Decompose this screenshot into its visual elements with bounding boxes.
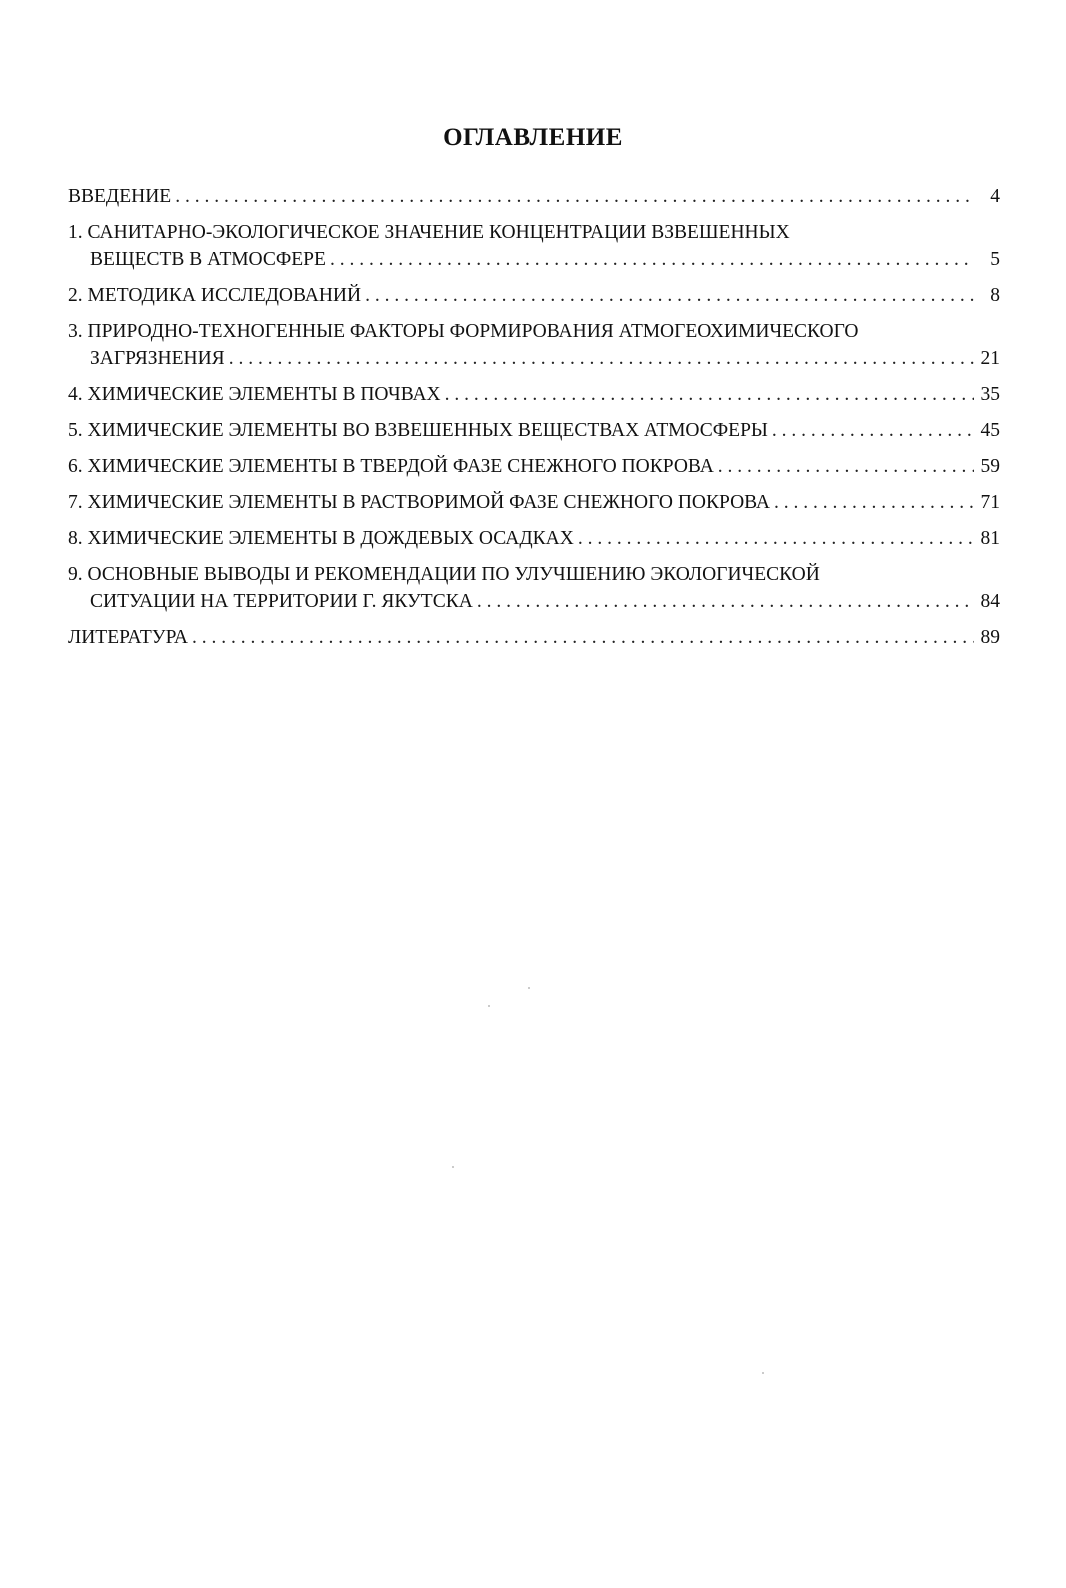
- toc-entry: [68, 525, 1000, 552]
- toc-entry: [68, 282, 1000, 309]
- toc-entry-line: [68, 525, 1000, 552]
- toc-page-number: 71: [980, 492, 1000, 513]
- toc-entry-line: [68, 624, 1000, 651]
- toc-page-number: 35: [980, 384, 1000, 405]
- toc-entry-line: [68, 345, 1000, 372]
- toc-entry: [68, 489, 1000, 516]
- dot-leader: [772, 417, 974, 444]
- toc-page-number: 81: [980, 528, 1000, 549]
- toc-entry-title: СИТУАЦИИ НА ТЕРРИТОРИИ Г. ЯКУТСКА: [90, 591, 473, 612]
- toc-page-number: 21: [980, 348, 1000, 369]
- dot-leader: [774, 489, 974, 516]
- toc-entry-title: 5. ХИМИЧЕСКИЕ ЭЛЕМЕНТЫ ВО ВЗВЕШЕННЫХ ВЕЩЕСТВАХ АТМОСФЕРЫ: [68, 420, 768, 441]
- toc-entry-title: ВЕЩЕСТВ В АТМОСФЕРЕ: [90, 249, 326, 270]
- toc-entry-line: [68, 183, 1000, 210]
- toc-entry: [68, 561, 1000, 615]
- toc-entry-line: [68, 246, 1000, 273]
- dot-leader: [175, 183, 974, 210]
- dot-leader: [718, 453, 974, 480]
- toc-entry: [68, 318, 1000, 372]
- toc-entry-line: [68, 417, 1000, 444]
- toc-entry-title-line: 9. ОСНОВНЫЕ ВЫВОДЫ И РЕКОМЕНДАЦИИ ПО УЛУЧШЕНИЮ ЭКОЛОГИЧЕСКОЙ: [68, 564, 820, 585]
- toc-page-number: 89: [980, 627, 1000, 648]
- dot-leader: [365, 282, 974, 309]
- toc-entry: [68, 381, 1000, 408]
- toc-entry: [68, 219, 1000, 273]
- table-of-contents: [68, 183, 1000, 651]
- toc-entry-title: ЗАГРЯЗНЕНИЯ: [90, 348, 225, 369]
- toc-entry-title: 6. ХИМИЧЕСКИЕ ЭЛЕМЕНТЫ В ТВЕРДОЙ ФАЗЕ СНЕЖНОГО ПОКРОВА: [68, 456, 714, 477]
- toc-entry: [68, 183, 1000, 210]
- toc-entry-title: 8. ХИМИЧЕСКИЕ ЭЛЕМЕНТЫ В ДОЖДЕВЫХ ОСАДКАХ: [68, 528, 574, 549]
- toc-page-number: 59: [980, 456, 1000, 477]
- dot-leader: [330, 246, 974, 273]
- toc-page-number: 5: [990, 249, 1000, 270]
- dot-leader: [445, 381, 974, 408]
- toc-entry: [68, 624, 1000, 651]
- toc-entry-line: [68, 453, 1000, 480]
- toc-page-number: 8: [990, 285, 1000, 306]
- toc-entry-title-line: 3. ПРИРОДНО-ТЕХНОГЕННЫЕ ФАКТОРЫ ФОРМИРОВАНИЯ АТМОГЕОХИМИЧЕСКОГО: [68, 321, 859, 342]
- dot-leader: [477, 588, 974, 615]
- toc-entry-title-line: 1. САНИТАРНО-ЭКОЛОГИЧЕСКОЕ ЗНАЧЕНИЕ КОНЦЕНТРАЦИИ ВЗВЕШЕННЫХ: [68, 222, 790, 243]
- dot-leader: [229, 345, 974, 372]
- toc-entry-title: 2. МЕТОДИКА ИССЛЕДОВАНИЙ: [68, 285, 362, 306]
- page-title: ОГЛАВЛЕНИЕ: [443, 124, 623, 151]
- toc-page-number: 84: [980, 591, 1000, 612]
- toc-entry: [68, 453, 1000, 480]
- dot-leader: [578, 525, 974, 552]
- toc-entry-title: 4. ХИМИЧЕСКИЕ ЭЛЕМЕНТЫ В ПОЧВАХ: [68, 384, 441, 405]
- toc-entry-line: [68, 489, 1000, 516]
- toc-entry-title: 7. ХИМИЧЕСКИЕ ЭЛЕМЕНТЫ В РАСТВОРИМОЙ ФАЗЕ СНЕЖНОГО ПОКРОВА: [68, 492, 771, 513]
- toc-entry-title: ЛИТЕРАТУРА: [68, 627, 188, 648]
- toc-entry-title: ВВЕДЕНИЕ: [68, 186, 172, 207]
- dot-leader: [192, 624, 974, 651]
- toc-page-number: 45: [980, 420, 1000, 441]
- toc-entry: [68, 417, 1000, 444]
- toc-entry-line: [68, 588, 1000, 615]
- toc-page-number: 4: [990, 186, 1000, 207]
- toc-entry-line: [68, 282, 1000, 309]
- toc-entry-line: [68, 381, 1000, 408]
